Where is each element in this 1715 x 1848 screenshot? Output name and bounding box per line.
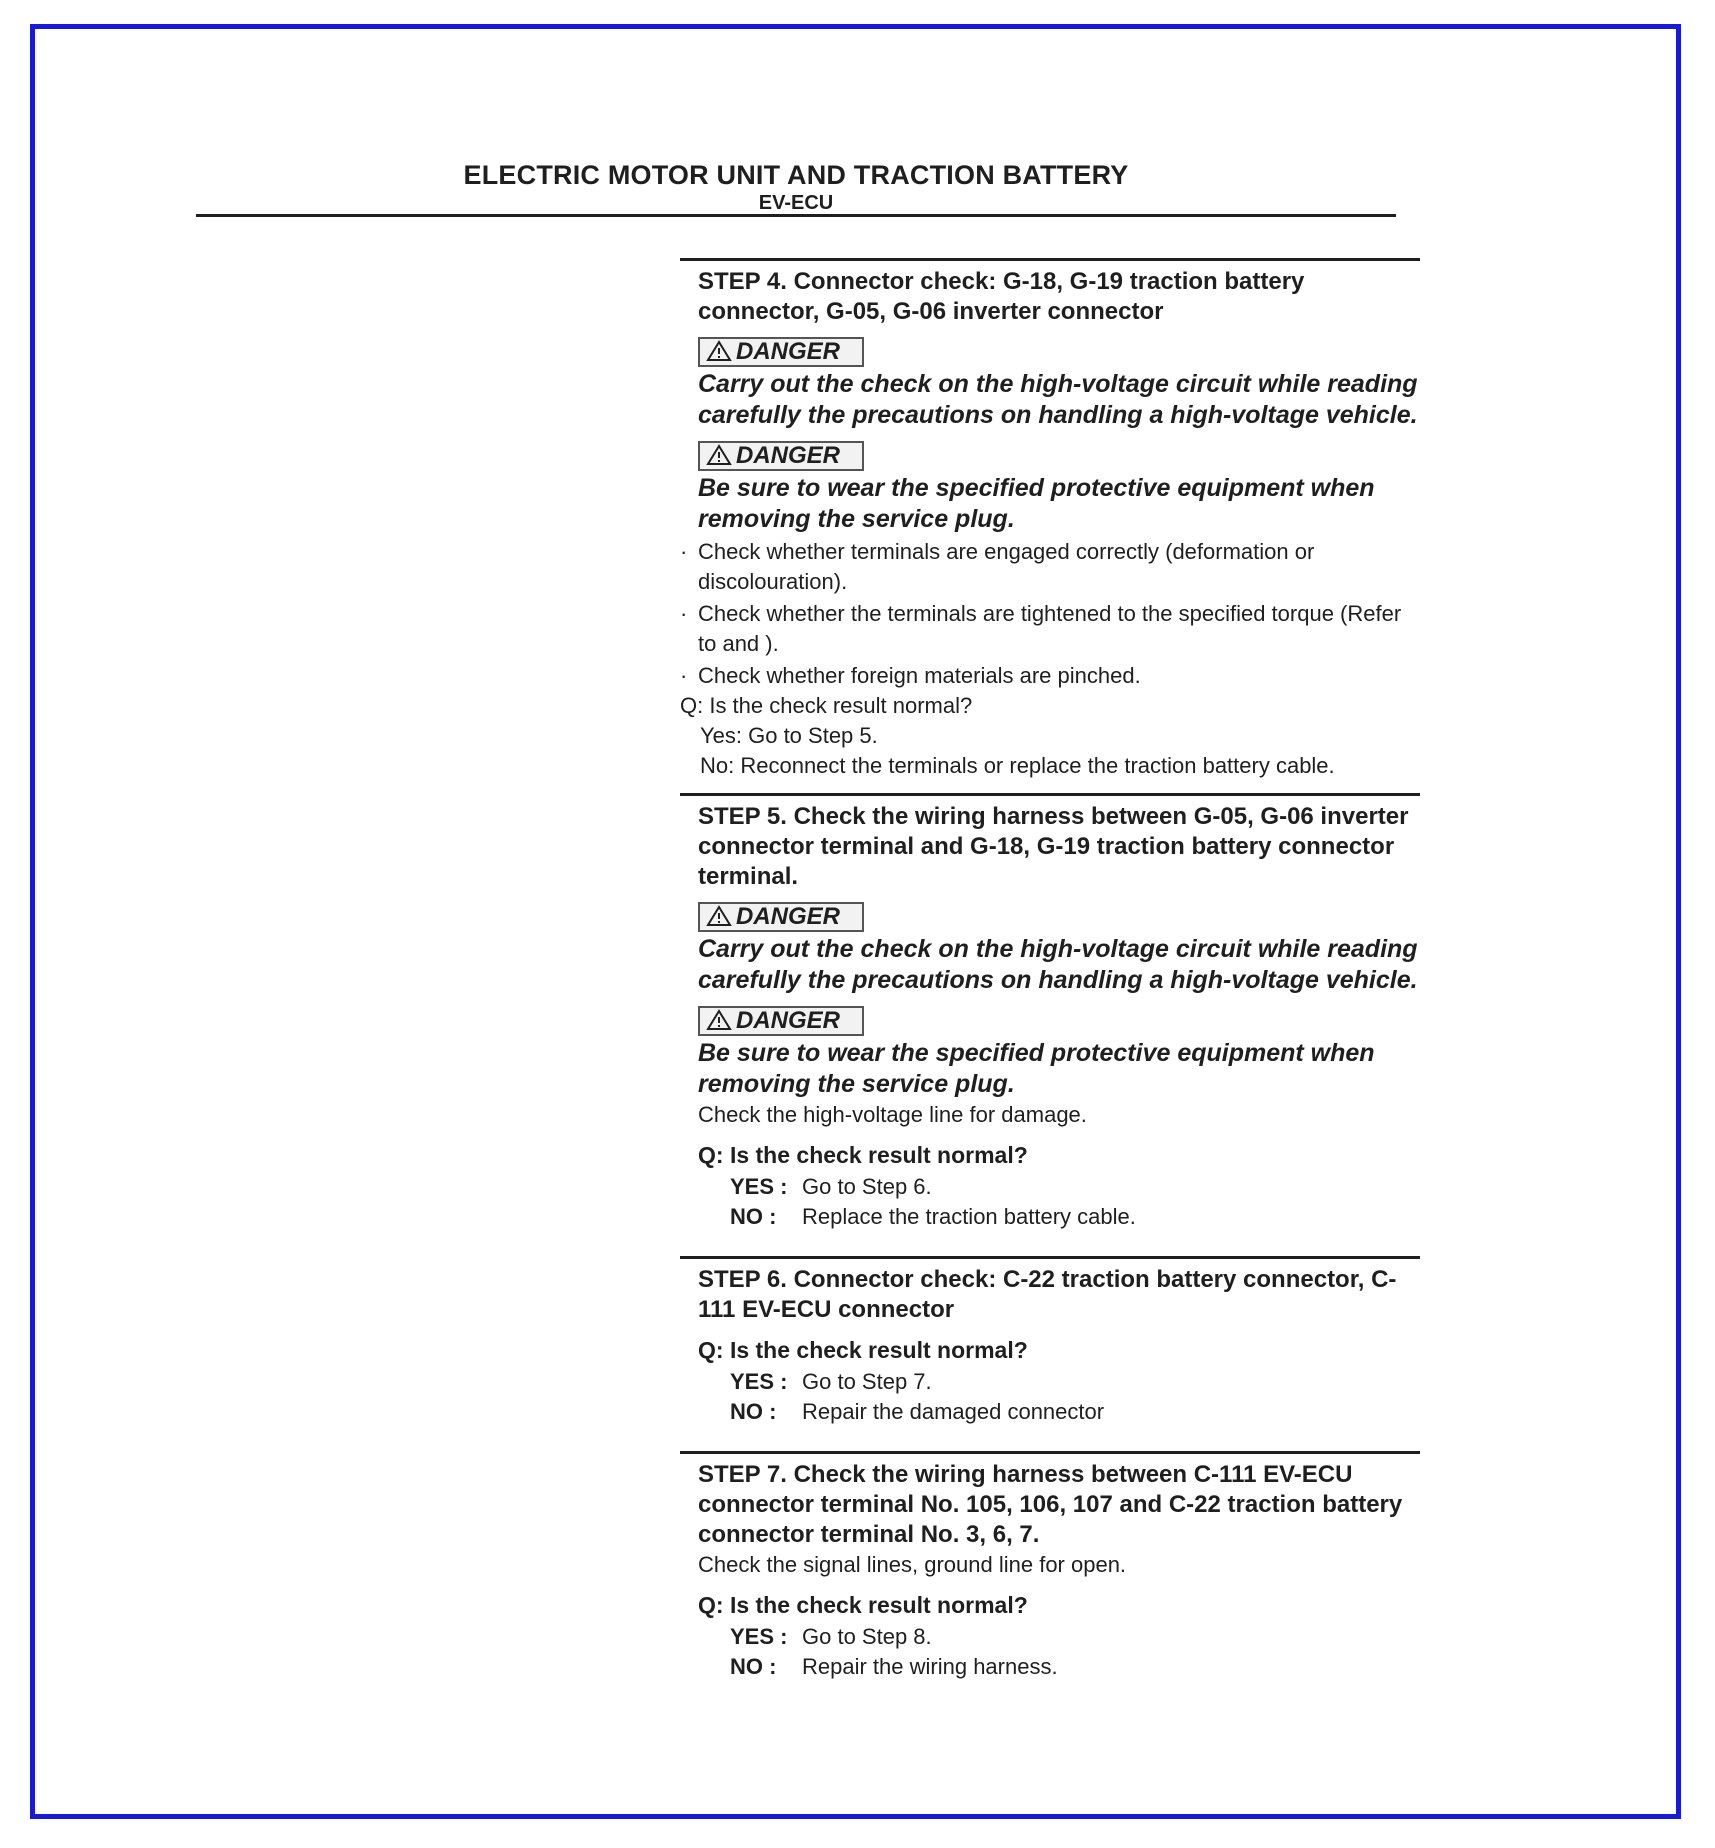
step-title: STEP 5. Check the wiring harness between G-05, G-06 inverter connector terminal and G-18, G-19 traction battery connector terminal.	[698, 803, 1409, 890]
step-4	[680, 258, 1420, 781]
bullet-item: · Check whether foreign materials are pinched.	[680, 663, 1141, 688]
danger-label	[698, 1006, 864, 1036]
danger-label	[698, 441, 864, 471]
answer-key: NO :	[730, 1204, 777, 1229]
answer-yes	[730, 1172, 1420, 1202]
answer-text: Go to Step 8.	[802, 1624, 932, 1649]
warning-triangle-icon	[706, 1009, 732, 1031]
document-subtitle: EV-ECU	[758, 192, 834, 214]
instruction-text: Check the signal lines, ground line for open.	[698, 1552, 1127, 1577]
danger-label-text: DANGER	[736, 442, 841, 469]
header-divider	[196, 214, 1396, 217]
warning-triangle-icon	[706, 905, 732, 927]
bullet-text: Check whether the terminals are tightened to the specified torque (Refer to and ).	[698, 601, 1402, 656]
step-6	[680, 1256, 1420, 1427]
warning-triangle-icon	[706, 444, 732, 466]
bullet-item: · Check whether the terminals are tightened to the specified torque (Refer to and ).	[680, 601, 1402, 656]
danger-text: Carry out the check on the high-voltage circuit while reading carefully the precautions on handling a high-voltage vehicle.	[698, 935, 1418, 994]
danger-text: Be sure to wear the specified protective equipment when removing the service plug.	[698, 474, 1375, 533]
answer-yes: Yes: Go to Step 5.	[700, 723, 878, 748]
answer-key: YES :	[730, 1369, 788, 1394]
step-title: STEP 4. Connector check: G-18, G-19 traction battery connector, G-05, G-06 inverter connector	[698, 268, 1305, 325]
instruction-text: Check the high-voltage line for damage.	[698, 1102, 1087, 1127]
answer-no	[730, 1202, 1420, 1232]
answer-text: Go to Step 6.	[802, 1174, 932, 1199]
question: Q: Is the check result normal?	[680, 693, 973, 718]
answer-no	[730, 1397, 1420, 1427]
answer-key: NO :	[730, 1654, 777, 1679]
bullet-text: Check whether foreign materials are pinched.	[698, 663, 1141, 688]
bullet-item: · Check whether terminals are engaged correctly (deformation or discolouration).	[680, 539, 1315, 594]
warning-triangle-icon	[706, 340, 732, 362]
answer-text: Go to Step 7.	[802, 1369, 932, 1394]
document-header	[196, 160, 1396, 215]
answer-no: No: Reconnect the terminals or replace the traction battery cable.	[700, 753, 1335, 778]
step-title: STEP 6. Connector check: C-22 traction battery connector, C-111 EV-ECU connector	[698, 1266, 1397, 1323]
question: Q: Is the check result normal?	[698, 1337, 1028, 1363]
danger-label-text: DANGER	[736, 903, 841, 930]
step-title: STEP 7. Check the wiring harness between C-111 EV-ECU connector terminal No. 105, 106, 107 and C-22 traction battery connector terminal No. 3, 6, 7.	[698, 1461, 1403, 1548]
bullet-text: Check whether terminals are engaged correctly (deformation or discolouration).	[698, 539, 1315, 594]
danger-label-text: DANGER	[736, 1007, 841, 1034]
document-title: ELECTRIC MOTOR UNIT AND TRACTION BATTERY	[463, 160, 1129, 190]
question: Q: Is the check result normal?	[698, 1592, 1028, 1618]
danger-label	[698, 337, 864, 367]
step-5	[680, 793, 1420, 1232]
procedure-content	[680, 258, 1420, 1682]
answer-yes	[730, 1622, 1420, 1652]
danger-text: Be sure to wear the specified protective equipment when removing the service plug.	[698, 1039, 1375, 1098]
answer-no	[730, 1652, 1420, 1682]
answer-yes	[730, 1367, 1420, 1397]
answer-key: YES :	[730, 1174, 788, 1199]
answer-text: Repair the wiring harness.	[802, 1654, 1058, 1679]
answer-text: Replace the traction battery cable.	[802, 1204, 1136, 1229]
danger-label-text: DANGER	[736, 338, 841, 365]
answer-text: Repair the damaged connector	[802, 1399, 1105, 1424]
danger-text: Carry out the check on the high-voltage circuit while reading carefully the precautions on handling a high-voltage vehicle.	[698, 370, 1418, 429]
question: Q: Is the check result normal?	[698, 1142, 1028, 1168]
answer-key: NO :	[730, 1399, 777, 1424]
step-7	[680, 1451, 1420, 1682]
danger-label	[698, 902, 864, 932]
answer-key: YES :	[730, 1624, 788, 1649]
